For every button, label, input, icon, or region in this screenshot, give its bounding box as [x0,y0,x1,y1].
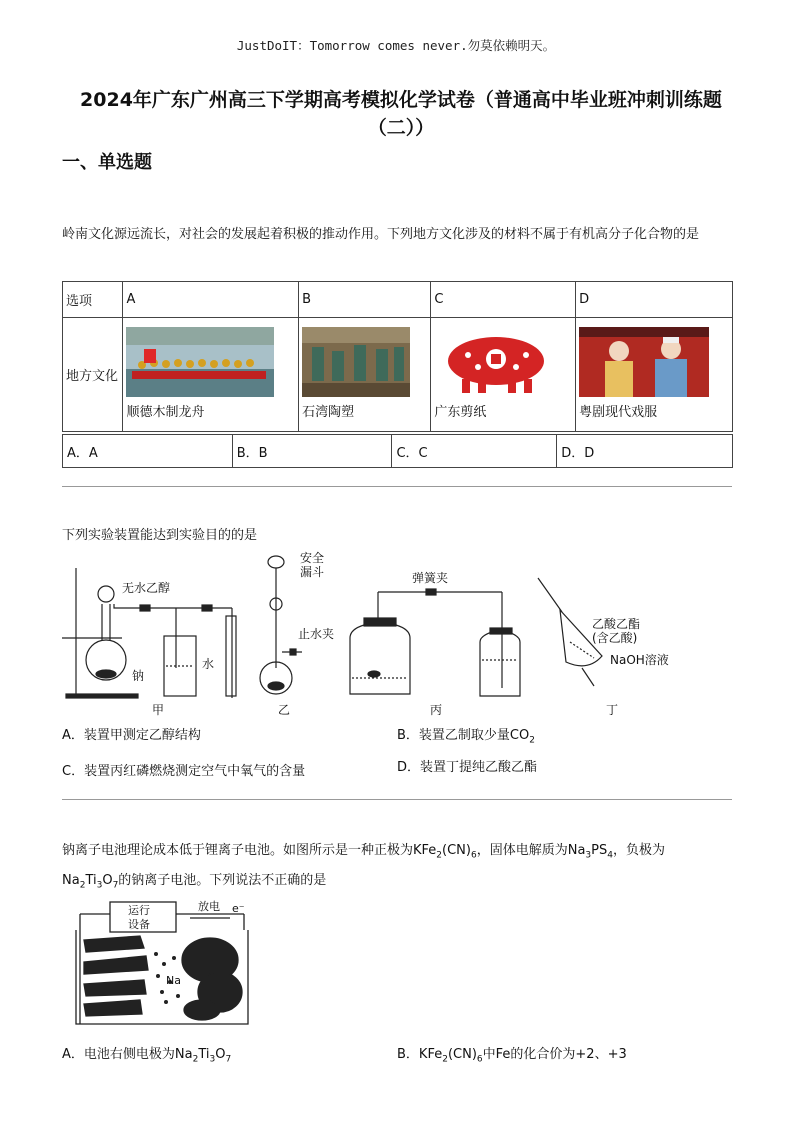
discharge-label: 放电 [198,900,220,913]
answer-choices-row [62,434,733,468]
label-bing: 丙 [430,703,443,717]
cell-c [431,318,576,432]
label-water: 水 [202,657,215,671]
caption-a: 顺德木制龙舟 [126,405,205,420]
page-title: 2024年广东广州高三下学期高考模拟化学试卷（普通高中毕业班冲刺训练题（二）） [80,89,722,139]
caption-d: 粤剧现代戏服 [579,405,658,420]
table-head-label: 选项 [63,282,123,318]
cell-b [299,318,431,432]
q3-choice-a[interactable]: A．电池右侧电极为$Na_2Ti_3O_7$ [62,1047,232,1065]
choice-d[interactable]: D．D [557,435,733,468]
label-spring-clamp: 弹簧夹 [412,571,449,585]
device-label-1: 运行 [128,904,150,917]
question-2-text: 下列实验装置能达到实验目的的是 [62,528,258,543]
col-b: B [299,282,431,318]
divider [62,799,732,800]
label-ding: 丁 [606,703,619,717]
question-3-text-line-1: 钠离子电池理论成本低于锂离子电池。如图所示是一种正极为$KFe_2(CN)_6$，固体电解质为$Na_3PS_4$，负极为 [62,843,665,861]
ceramic-sculpture-image [302,327,410,397]
label-funnel-1: 安全 [300,551,325,565]
col-a: A [123,282,299,318]
q2-choice-b[interactable]: B．装置乙制取少量$CO_2$ [397,728,535,746]
apparatus-figure [62,548,692,718]
label-clamp: 止水夹 [298,627,335,641]
q2-choice-a[interactable]: A．装置甲测定乙醇结构 [62,728,201,743]
dragon-boat-image [126,327,274,397]
device-label-2: 设备 [128,918,150,931]
question-1-text: 岭南文化源远流长，对社会的发展起着积极的推动作用。下列地方文化涉及的材料不属于有机高分子化合物的是 [62,227,700,242]
caption-b: 石湾陶塑 [302,405,355,420]
label-naoh: NaOH溶液 [610,653,669,667]
label-yi: 乙 [278,703,291,717]
label-sodium: 钠 [132,669,145,683]
label-ethanol: 无水乙醇 [122,581,171,595]
question-3-text-line-2: $Na_2Ti_3O_7$的钠离子电池。下列说法不正确的是 [62,873,327,891]
paper-cut-image [434,327,558,397]
divider [62,486,732,487]
label-ester-1: 乙酸乙酯 [592,617,641,631]
header-note: JustDoIT：Tomorrow comes never.勿莫依赖明天。 [236,38,556,53]
cell-a [123,318,299,432]
electron-label: e⁻ [232,902,245,915]
choice-b[interactable]: B．B [232,435,392,468]
row-label: 地方文化 [63,318,123,432]
na-label: Na [166,974,181,987]
opera-costume-image [579,327,709,397]
section-title: 一、单选题 [62,152,152,173]
battery-figure [70,900,256,1030]
label-ester-2: (含乙酸) [592,631,638,645]
label-jia: 甲 [152,703,165,717]
q2-choice-c[interactable]: C．装置丙红磷燃烧测定空气中氧气的含量 [62,764,306,779]
q2-choice-d[interactable]: D．装置丁提纯乙酸乙酯 [397,760,538,775]
options-table [62,281,733,432]
col-c: C [431,282,576,318]
caption-c: 广东剪纸 [434,405,487,420]
col-d: D [576,282,733,318]
cell-d [576,318,733,432]
q3-choice-b[interactable]: B．$KFe_2(CN)_6$中Fe的化合价为+2、+3 [397,1047,627,1065]
label-funnel-2: 漏斗 [300,565,325,579]
choice-c[interactable]: C．C [392,435,557,468]
choice-a[interactable]: A．A [63,435,233,468]
